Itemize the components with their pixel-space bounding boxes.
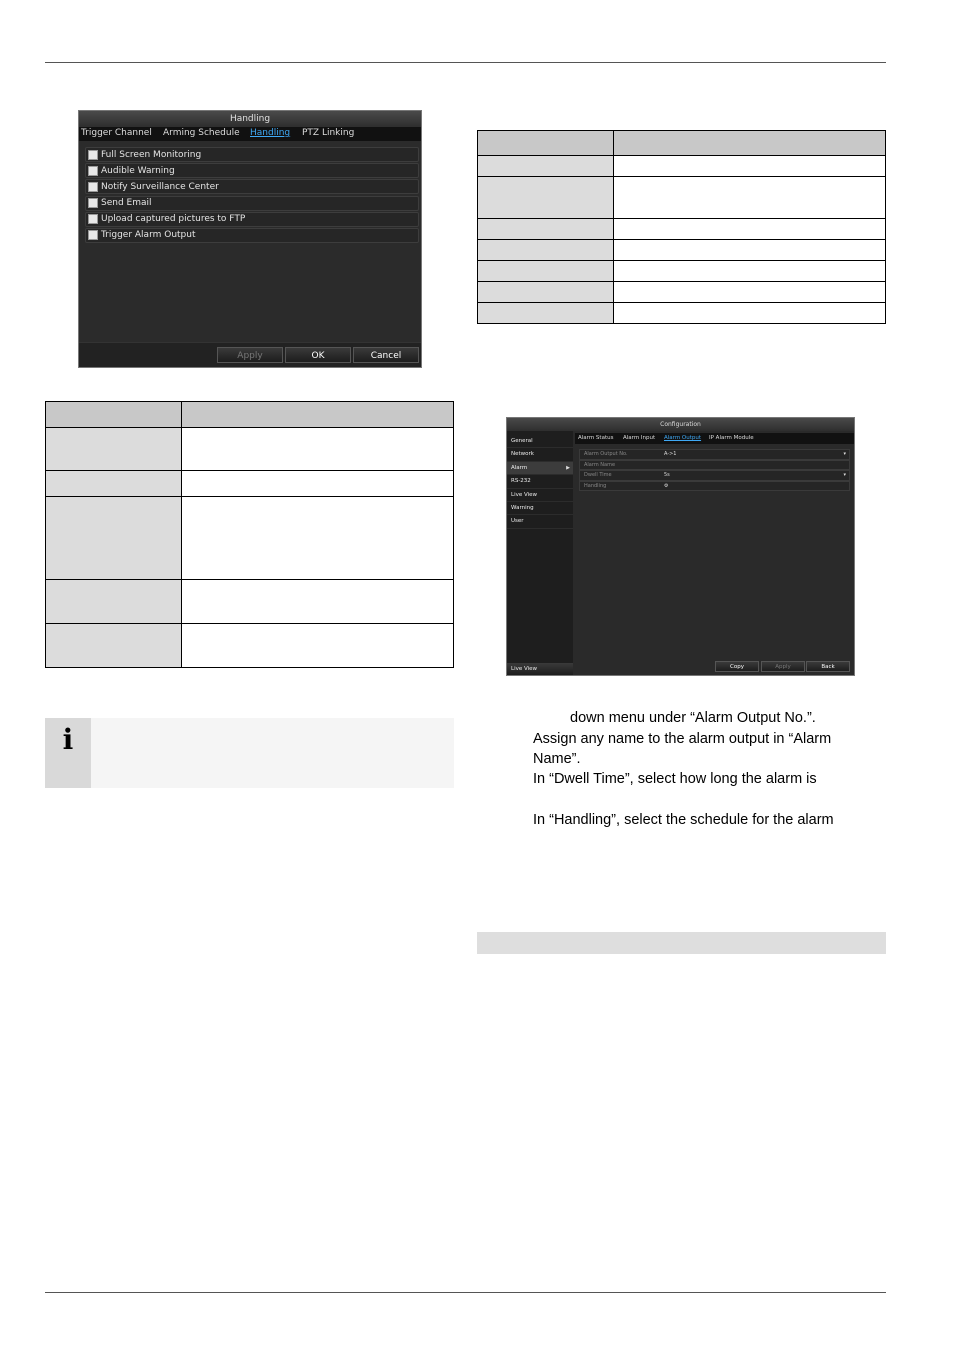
top-rule bbox=[45, 62, 886, 63]
handling-dialog-title: Handling bbox=[79, 111, 421, 127]
option-send-email[interactable] bbox=[85, 196, 419, 211]
table-row bbox=[46, 428, 454, 471]
configuration-dialog bbox=[506, 417, 855, 676]
config-dialog-footer bbox=[575, 661, 854, 673]
option-trigger-alarm-output[interactable] bbox=[85, 228, 419, 243]
handling-options-list bbox=[85, 147, 419, 244]
sidebar-item-live-view[interactable]: Live View bbox=[507, 489, 573, 502]
table-cell bbox=[614, 240, 886, 261]
table-row bbox=[46, 402, 454, 428]
table-row bbox=[478, 131, 886, 156]
info-icon: i bbox=[45, 718, 91, 788]
tab-trigger-channel[interactable]: Trigger Channel bbox=[81, 128, 152, 138]
chevron-down-icon[interactable]: ▾ bbox=[843, 472, 846, 478]
alarm-name-field[interactable] bbox=[579, 460, 850, 471]
apply-button[interactable]: Apply bbox=[217, 347, 283, 363]
chevron-right-icon: ▶ bbox=[566, 464, 570, 471]
table-cell bbox=[614, 261, 886, 282]
copy-button[interactable]: Copy bbox=[715, 661, 759, 672]
sidebar-item-alarm[interactable] bbox=[507, 462, 573, 475]
tab-handling[interactable]: Handling bbox=[250, 128, 291, 138]
alarm-output-no-field[interactable] bbox=[579, 449, 850, 460]
configuration-dialog-title: Configuration bbox=[507, 418, 854, 431]
field-label: Dwell Time bbox=[584, 472, 612, 478]
live-view-button[interactable]: Live View bbox=[507, 663, 573, 675]
chevron-down-icon[interactable]: ▾ bbox=[843, 451, 846, 457]
option-notify-surveillance-center[interactable] bbox=[85, 179, 419, 194]
table-cell bbox=[614, 177, 886, 219]
handling-dialog-footer bbox=[79, 342, 421, 367]
tab-alarm-status[interactable]: Alarm Status bbox=[578, 435, 614, 441]
table-row bbox=[478, 261, 886, 282]
table-cell bbox=[614, 156, 886, 177]
tab-ip-alarm-module[interactable]: IP Alarm Module bbox=[709, 435, 754, 441]
table-cell bbox=[478, 131, 614, 156]
apply-button[interactable]: Apply bbox=[761, 661, 805, 672]
option-label: Full Screen Monitoring bbox=[101, 149, 202, 160]
table-cell bbox=[614, 131, 886, 156]
gear-icon[interactable]: ⚙ bbox=[664, 482, 669, 489]
handling-tab-bar bbox=[79, 127, 421, 141]
instruction-line: In “Handling”, select the schedule for the alarm bbox=[533, 812, 834, 828]
table-row bbox=[46, 580, 454, 624]
instruction-line: Assign any name to the alarm output in “Alarm bbox=[533, 731, 832, 747]
option-label: Upload captured pictures to FTP bbox=[101, 214, 246, 225]
sidebar-item-warning[interactable]: Warning bbox=[507, 502, 573, 515]
table-cell bbox=[478, 282, 614, 303]
option-label: Trigger Alarm Output bbox=[101, 230, 196, 241]
table-cell bbox=[614, 303, 886, 324]
field-label: Handling bbox=[584, 482, 607, 489]
option-full-screen-monitoring[interactable] bbox=[85, 147, 419, 162]
dwell-time-field[interactable] bbox=[579, 470, 850, 481]
ok-button[interactable]: OK bbox=[285, 347, 351, 363]
checkbox[interactable] bbox=[88, 182, 98, 192]
instruction-line: down menu under “Alarm Output No.”. bbox=[570, 710, 816, 726]
sidebar-item-general[interactable]: General bbox=[507, 435, 573, 448]
tab-alarm-output[interactable]: Alarm Output bbox=[664, 435, 702, 441]
checkbox[interactable] bbox=[88, 230, 98, 240]
sidebar-item-rs-232[interactable]: RS-232 bbox=[507, 475, 573, 488]
instruction-line: Name”. bbox=[533, 751, 581, 767]
table-cell bbox=[182, 497, 454, 580]
info-note bbox=[45, 718, 454, 788]
table-cell bbox=[478, 177, 614, 219]
option-label: Send Email bbox=[101, 198, 152, 209]
checkbox[interactable] bbox=[88, 198, 98, 208]
field-label: Alarm Name bbox=[584, 461, 616, 468]
tab-ptz-linking[interactable]: PTZ Linking bbox=[302, 128, 355, 138]
sidebar-item-user[interactable]: User bbox=[507, 515, 573, 528]
table-row bbox=[46, 624, 454, 668]
table-cell bbox=[478, 303, 614, 324]
table-cell bbox=[614, 282, 886, 303]
table-row bbox=[478, 240, 886, 261]
section-heading-bar bbox=[477, 932, 886, 954]
table-cell bbox=[182, 580, 454, 624]
tab-arming-schedule[interactable]: Arming Schedule bbox=[163, 128, 240, 138]
option-label: Notify Surveillance Center bbox=[101, 181, 219, 192]
table-cell bbox=[46, 471, 182, 497]
table-cell bbox=[46, 624, 182, 668]
table-row bbox=[478, 282, 886, 303]
checkbox[interactable] bbox=[88, 214, 98, 224]
table-cell bbox=[46, 402, 182, 428]
table-row bbox=[46, 497, 454, 580]
option-label: Audible Warning bbox=[101, 165, 175, 176]
table-row bbox=[478, 156, 886, 177]
table-cell bbox=[182, 471, 454, 497]
config-sidebar bbox=[507, 431, 573, 675]
table-cell bbox=[478, 156, 614, 177]
table-cell bbox=[182, 428, 454, 471]
bottom-rule bbox=[45, 1292, 886, 1293]
instruction-line: In “Dwell Time”, select how long the alarm is bbox=[533, 771, 817, 787]
table-cell bbox=[46, 497, 182, 580]
table-cell bbox=[614, 219, 886, 240]
option-audible-warning[interactable] bbox=[85, 163, 419, 178]
config-tab-bar bbox=[575, 433, 854, 444]
sidebar-item-network[interactable]: Network bbox=[507, 448, 573, 461]
table-cell bbox=[46, 428, 182, 471]
field-value: A->1 bbox=[664, 451, 677, 457]
config-fields bbox=[579, 449, 850, 491]
sidebar-item-label: Alarm bbox=[511, 464, 528, 471]
table-row bbox=[478, 303, 886, 324]
table-row bbox=[46, 471, 454, 497]
table-cell bbox=[478, 219, 614, 240]
table-row bbox=[478, 177, 886, 219]
table-cell bbox=[478, 240, 614, 261]
handling-field[interactable] bbox=[579, 481, 850, 492]
checkbox[interactable] bbox=[88, 150, 98, 160]
right-table bbox=[477, 130, 886, 324]
back-button[interactable]: Back bbox=[806, 661, 850, 672]
table-row bbox=[478, 219, 886, 240]
field-value: 5s bbox=[664, 472, 670, 478]
field-label: Alarm Output No. bbox=[584, 451, 628, 457]
table-cell bbox=[182, 402, 454, 428]
checkbox[interactable] bbox=[88, 166, 98, 176]
tab-alarm-input[interactable]: Alarm Input bbox=[623, 435, 656, 441]
table-cell bbox=[46, 580, 182, 624]
table-cell bbox=[182, 624, 454, 668]
option-upload-ftp[interactable] bbox=[85, 212, 419, 227]
table-cell bbox=[478, 261, 614, 282]
left-table bbox=[45, 401, 454, 668]
cancel-button[interactable]: Cancel bbox=[353, 347, 419, 363]
handling-dialog bbox=[78, 110, 422, 368]
